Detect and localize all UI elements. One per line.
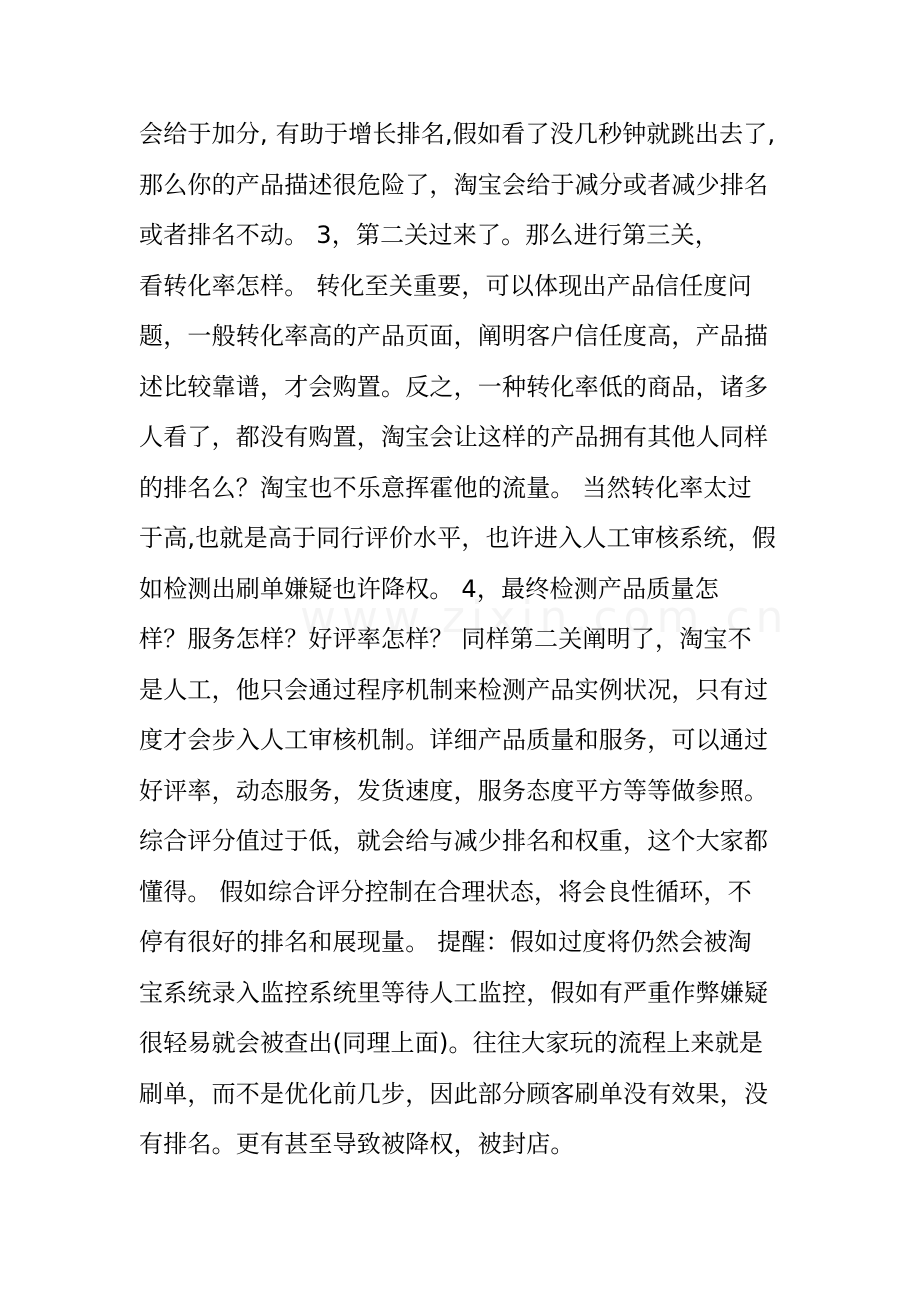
text-line: 人看了，都没有购置，淘宝会让这样的产品拥有其他人同样 [139,423,769,451]
text-line: 如检测出刷单嫌疑也许降权。 4，最终检测产品质量怎 [139,574,719,603]
text-line: 综合评分值过于低，就会给与减少排名和权重，这个大家都 [139,827,769,855]
text-line: 述比较靠谱，才会购置。反之，一种转化率低的商品，诸多 [139,372,769,401]
text-line: 看转化率怎样。 转化至关重要，可以体现出产品信任度问 [139,271,752,300]
text-line: 度才会步入人工审核机制。详细产品质量和服务，可以通过 [139,726,769,754]
text-line: 停有很好的排名和展现量。 提醒：假如过度将仍然会被淘 [139,928,752,956]
text-line: 好评率，动态服务，发货速度，服务态度平方等等做参照。 [139,776,769,805]
text-line: 或者排名不动。 3，第二关过来了。那么进行第三关， [139,221,719,249]
document-body [139,109,819,1170]
text-line: 是人工，他只会通过程序机制来检测产品实例状况，只有过 [139,675,769,704]
text-line: 宝系统录入监控系统里等待人工监控，假如有严重作弊嫌疑 [139,978,769,1007]
text-line: 的排名么？淘宝也不乐意挥霍他的流量。 当然转化率太过 [139,473,752,502]
text-line: 有排名。更有甚至导致被降权，被封店。 [139,1130,575,1158]
text-line: 那么你的产品描述很危险了，淘宝会给于减分或者减少排名 [139,170,769,199]
text-line: 于高,也就是高于同行评价水平，也许进入人工审核系统，假 [139,524,777,552]
text-line: 样？服务怎样？好评率怎样？ 同样第二关阐明了，淘宝不 [139,625,752,653]
text-line: 刷单，而不是优化前几步，因此部分顾客刷单没有效果，没 [139,1079,769,1108]
text-line: 很轻易就会被查出(同理上面)。往往大家玩的流程上来就是 [139,1029,764,1057]
text-line: 题，一般转化率高的产品页面，阐明客户信任度高，产品描 [139,322,769,350]
text-line: 会给于加分, 有助于增长排名,假如看了没几秒钟就跳出去了, [139,120,776,148]
text-line: 懂得。 假如综合评分控制在合理状态，将会良性循环，不 [139,877,752,906]
